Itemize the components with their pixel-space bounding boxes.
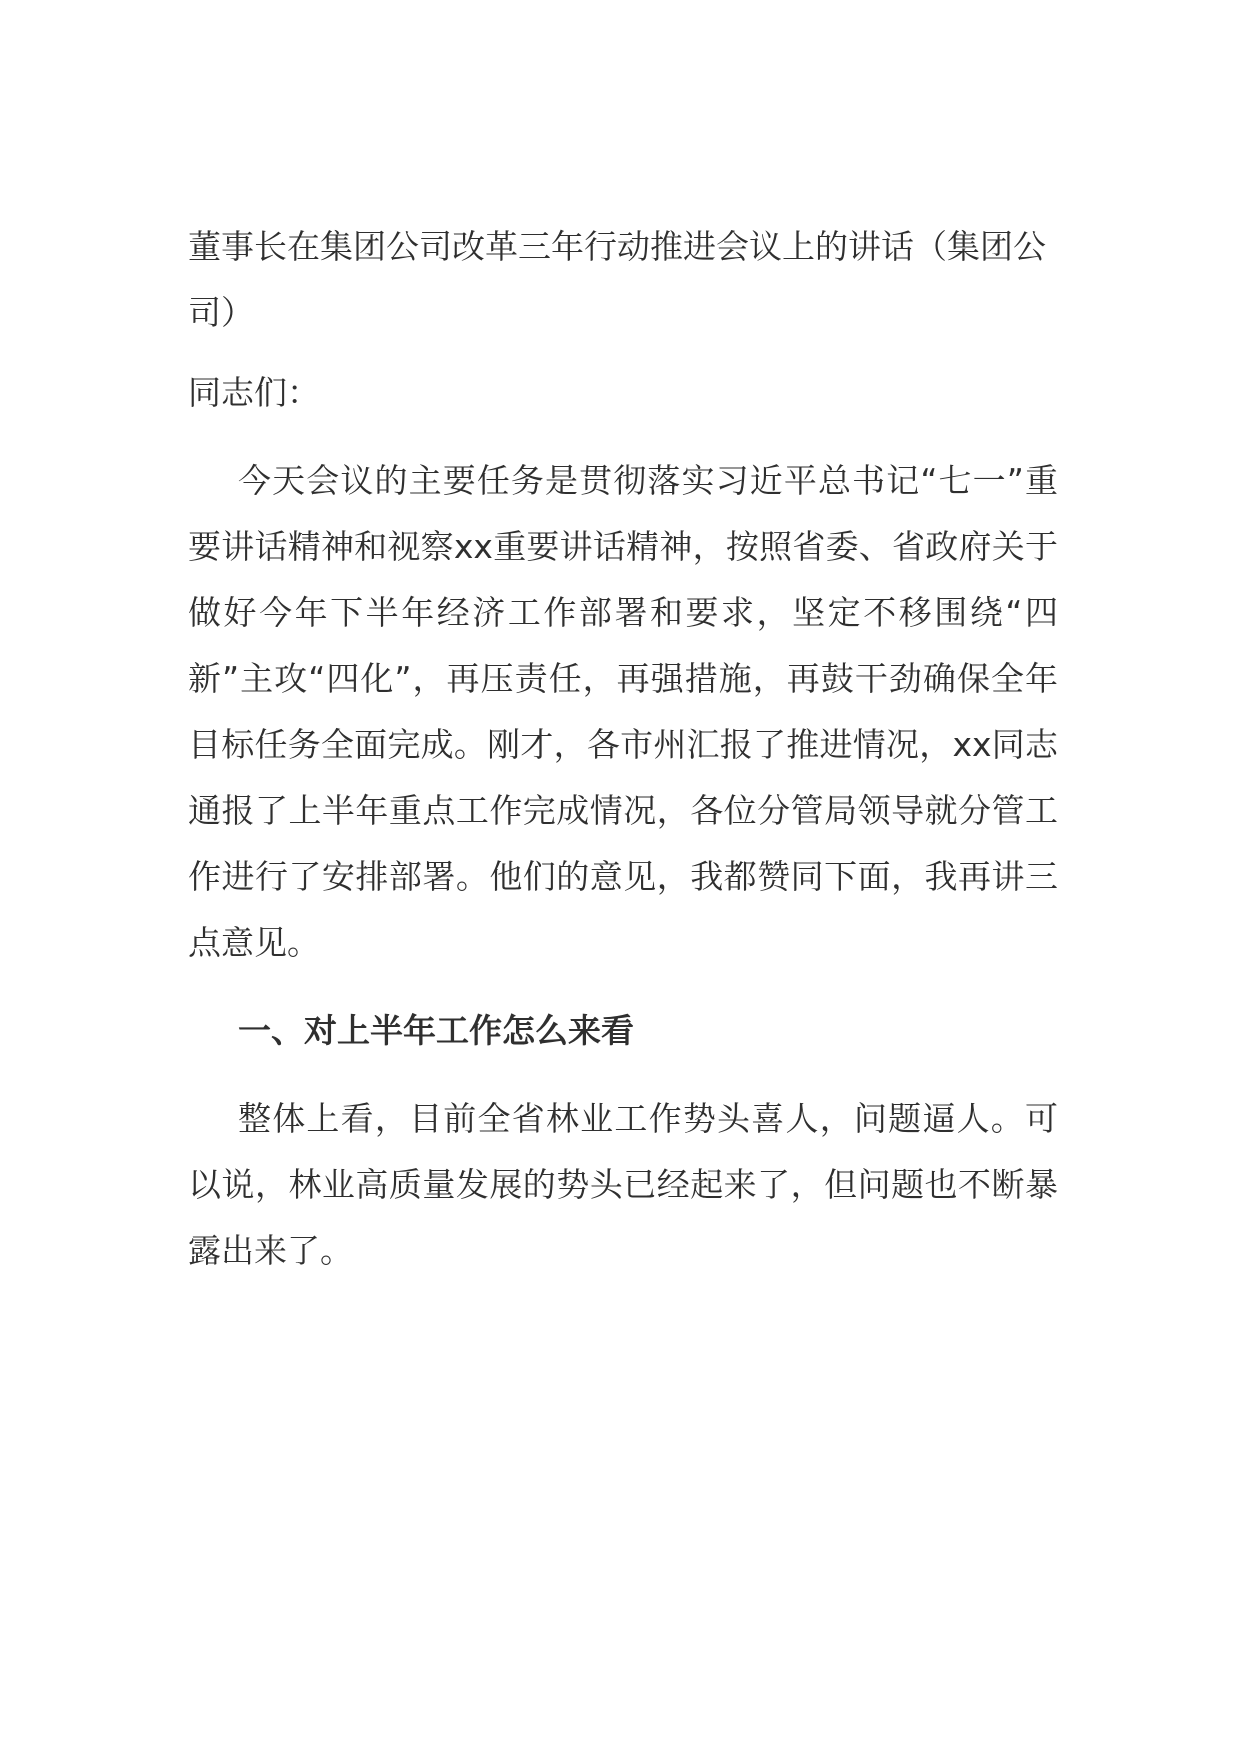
- salutation: 同志们：: [188, 373, 320, 412]
- paragraph-1: 今天会议的主要任务是贯彻落实习近平总书记“七一”重要讲话精神和视察xx重要讲话精神，按照省委、省政府关于做好今年下半年经济工作部署和要求，坚定不移围绕“四新”主攻“四化”，再压责任，再强措施，再鼓干劲确保全年目标任务全面完成。刚才，各市州汇报了推进情况，xx同志通报了上半年重点工作完成情况，各位分管局领导就分管工作进行了安排部署。他们的意见，我都赞同下面，我再讲三点意见。: [188, 461, 1058, 962]
- section-heading-1: 一、对上半年工作怎么来看: [238, 1011, 634, 1050]
- document-title: 董事长在集团公司改革三年行动推进会议上的讲话（集团公司）: [188, 227, 1046, 332]
- paragraph-2: 整体上看，目前全省林业工作势头喜人，问题逼人。可以说，林业高质量发展的势头已经起来了，但问题也不断暴露出来了。: [188, 1099, 1058, 1270]
- document-body: [188, 214, 1058, 1306]
